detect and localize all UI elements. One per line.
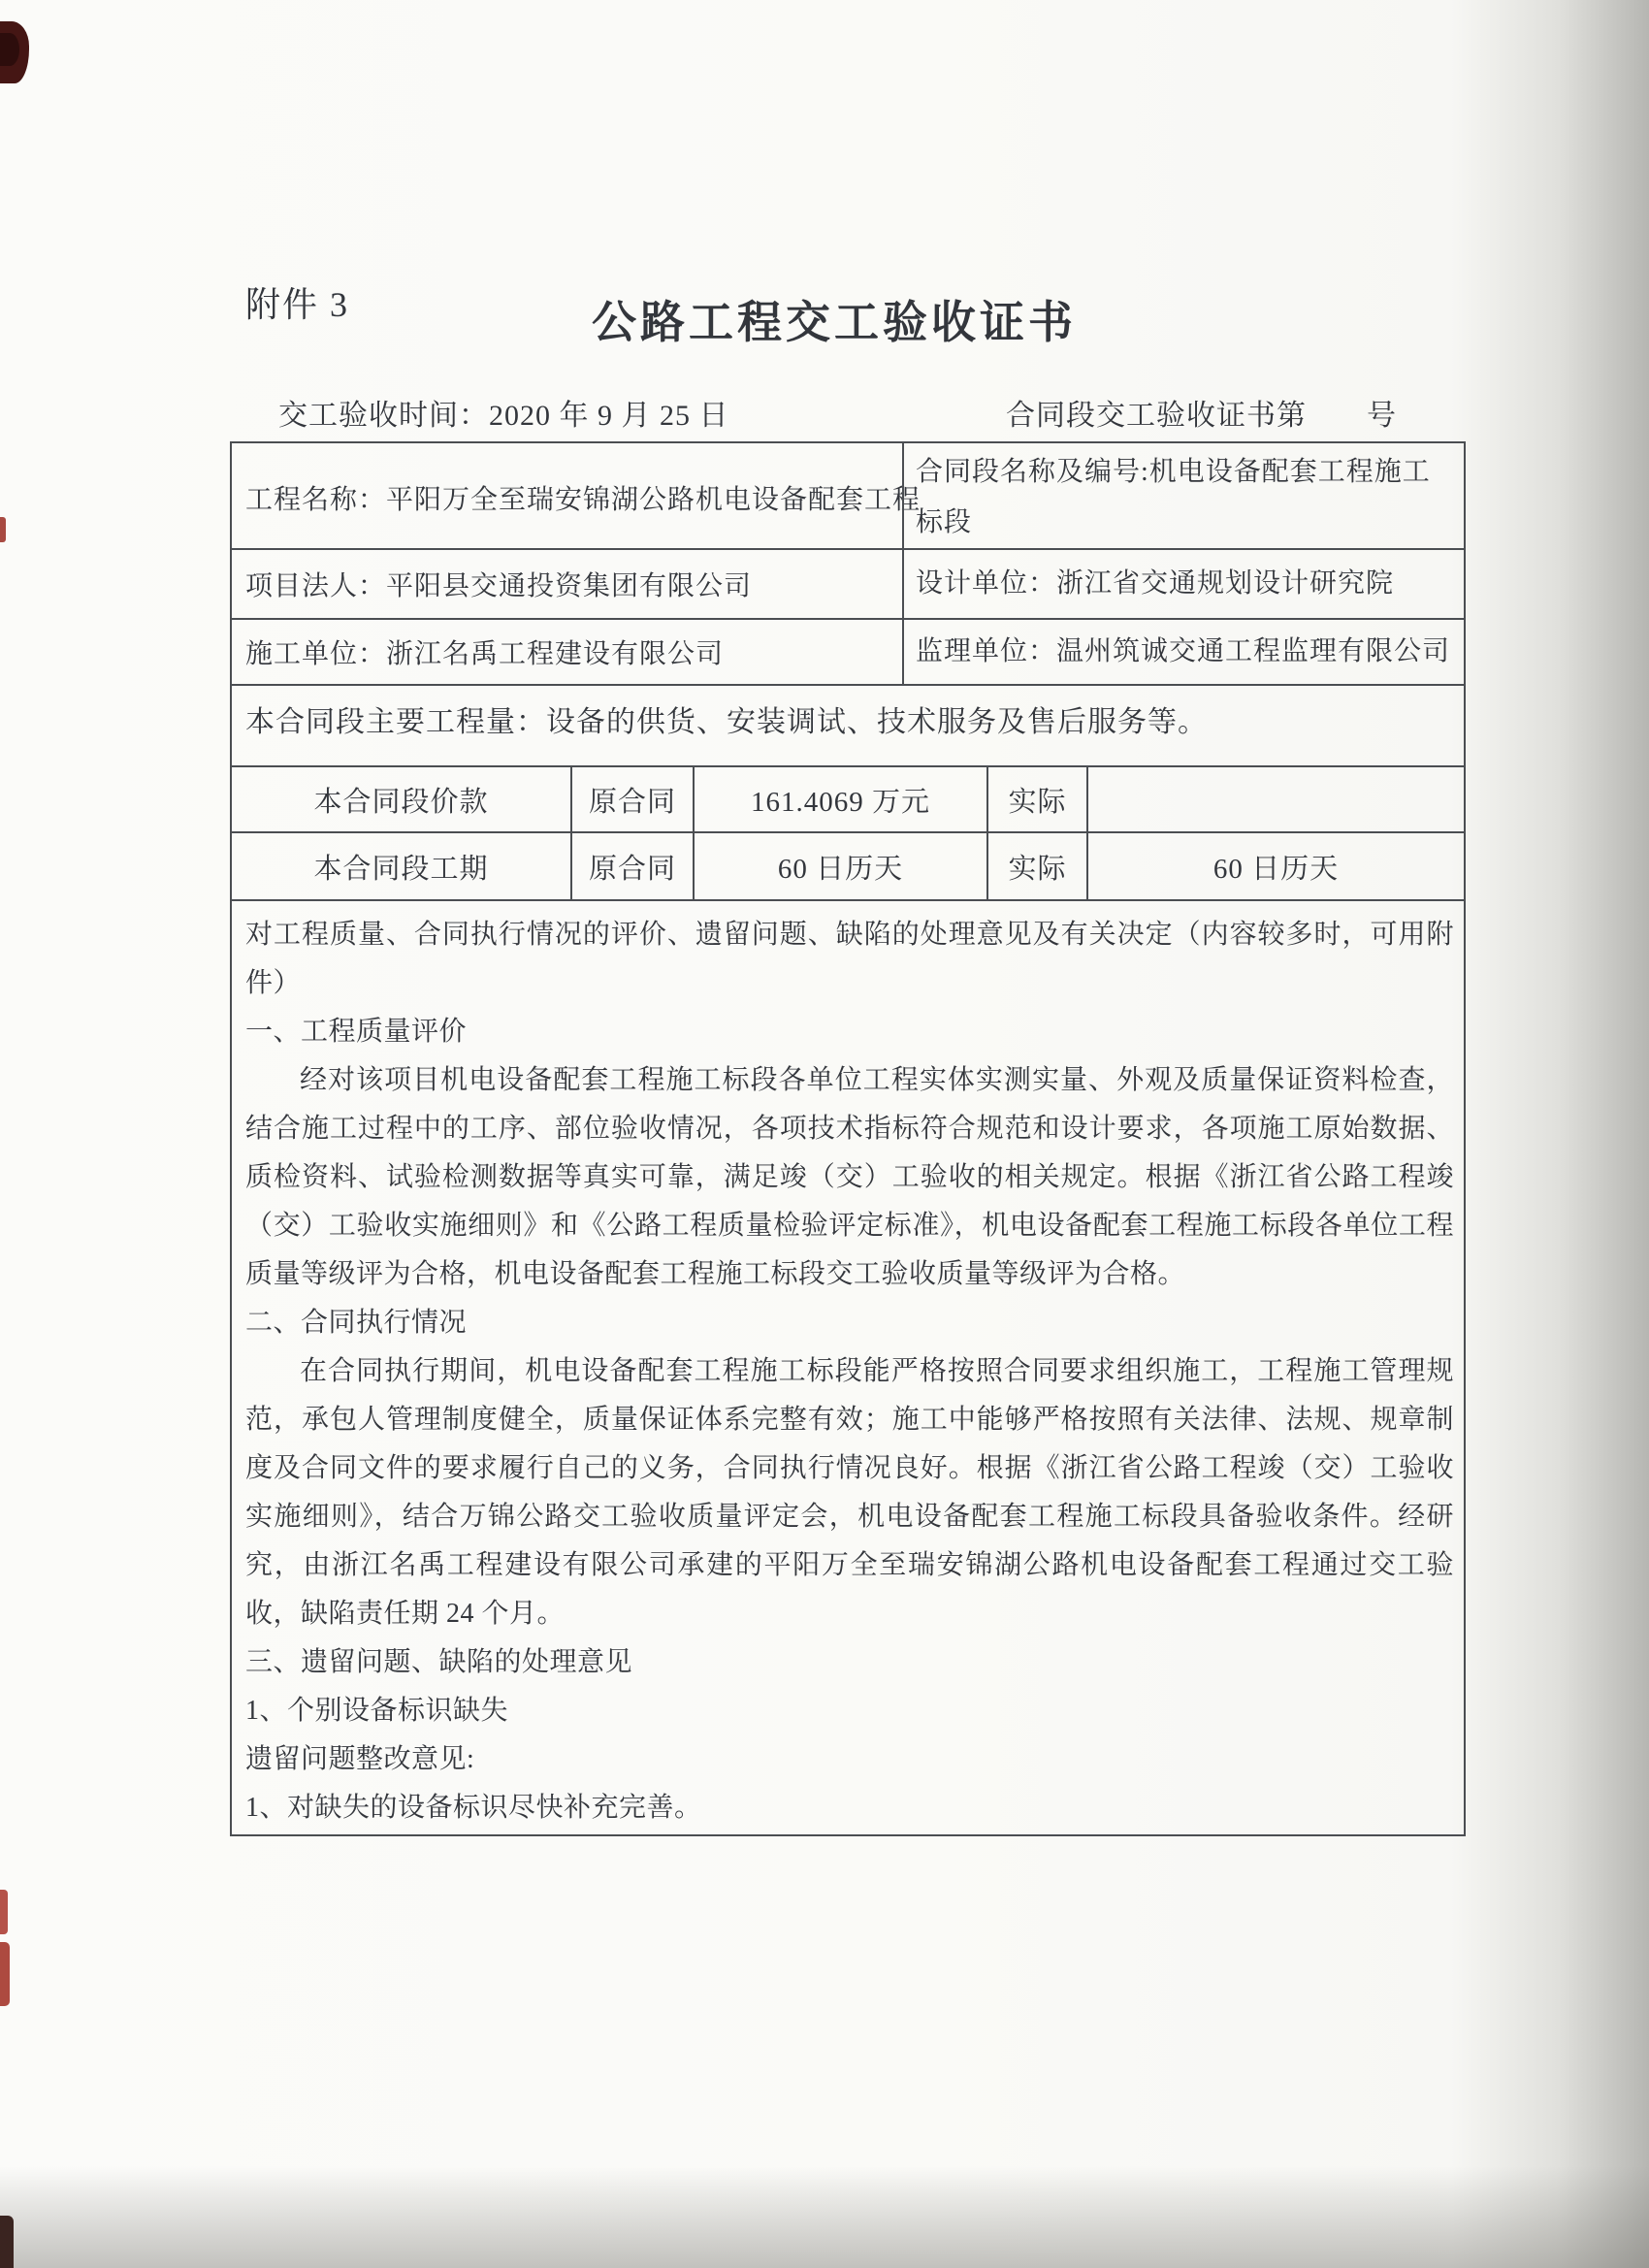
contract-price-original-label: 原合同 (570, 767, 693, 831)
project-name-cell: 工程名称：平阳万全至瑞安锦湖公路机电设备配套工程 (245, 485, 922, 515)
contract-price-actual-value (1086, 767, 1464, 831)
certificate-number: 合同段交工验收证书第 号 (1006, 400, 1397, 432)
contract-duration-actual-label: 实际 (986, 833, 1086, 899)
section3-title: 三、遗留问题、缺陷的处理意见 (245, 1647, 633, 1677)
acceptance-certificate-table (230, 441, 1466, 1836)
scan-stain-top-left-dark (0, 33, 19, 66)
evaluation-intro: 对工程质量、合同执行情况的评价、遗留问题、缺陷的处理意见及有关决定（内容较多时，可用附件） (245, 920, 1454, 998)
document-title: 公路工程交工验收证书 (592, 298, 1077, 347)
contract-price-original-value: 161.4069 万元 (693, 767, 986, 831)
contract-duration-label: 本合同段工期 (313, 853, 489, 885)
rectification-heading: 遗留问题整改意见: (245, 1744, 475, 1774)
table-row-contract-duration (232, 833, 1464, 901)
supervision-unit-cell: 监理单位：温州筑诚交通工程监理有限公司 (902, 620, 1464, 684)
attachment-label: 附件 3 (245, 285, 350, 324)
section2-title: 二、合同执行情况 (245, 1308, 468, 1338)
contract-duration-actual-value: 60 日历天 (1086, 833, 1464, 899)
main-work-scope-cell: 本合同段主要工程量：设备的供货、安装调试、技术服务及售后服务等。 (232, 686, 1464, 767)
rectification-item-1: 1、对缺失的设备标识尽快补充完善。 (245, 1793, 702, 1823)
scan-mark-left-edge-2 (0, 1890, 8, 1934)
project-legal-person-cell: 项目法人：平阳县交通投资集团有限公司 (245, 571, 753, 601)
acceptance-date: 交工验收时间：2020 年 9 月 25 日 (278, 400, 729, 432)
table-row-contract-price (232, 767, 1464, 833)
contract-price-label: 本合同段价款 (313, 786, 489, 818)
section1-title: 一、工程质量评价 (245, 1017, 468, 1047)
design-unit-cell: 设计单位：浙江省交通规划设计研究院 (902, 550, 1464, 618)
scan-stain-bottom-left (0, 2216, 14, 2268)
section1-body: 经对该项目机电设备配套工程施工标段各单位工程实体实测实量、外观及质量保证资料检查，结合施工过程中的工序、部位验收情况，各项技术指标符合规范和设计要求，各项施工原始数据、质检资料、试验检测数据等真实可靠，满足竣（交）工验收的相关规定。根据《浙江省公路工程竣（交）工验收实施细则》和《公路工程质量检验评定标准》，机电设备配套工程施工标段各单位工程质量等级评为合格，机电设备配套工程施工标段交工验收质量等级评为合格。 (245, 1065, 1454, 1289)
table-row-construction-supervision (232, 620, 1464, 686)
contract-section-cell: 合同段名称及编号:机电设备配套工程施工标段 (902, 443, 1464, 552)
contract-duration-original-label: 原合同 (570, 833, 693, 899)
table-row-legal-design (232, 550, 1464, 620)
scan-mark-left-edge-3 (0, 1942, 10, 2006)
contract-duration-original-value: 60 日历天 (693, 833, 986, 899)
construction-unit-cell: 施工单位：浙江名禹工程建设有限公司 (245, 639, 725, 669)
scan-mark-left-edge-1 (0, 517, 6, 542)
evaluation-cell (232, 901, 1464, 1834)
issue-item-1: 1、个别设备标识缺失 (245, 1696, 509, 1726)
table-row-project (232, 443, 1464, 550)
contract-price-actual-label: 实际 (986, 767, 1086, 831)
section2-body: 在合同执行期间，机电设备配套工程施工标段能严格按照合同要求组织施工，工程施工管理规范，承包人管理制度健全，质量保证体系完整有效；施工中能够严格按照有关法律、法规、规章制度及合同文件的要求履行自己的义务，合同执行情况良好。根据《浙江省公路工程竣（交）工验收实施细则》，结合万锦公路交工验收质量评定会，机电设备配套工程施工标段具备验收条件。经研究，由浙江名禹工程建设有限公司承建的平阳万全至瑞安锦湖公路机电设备配套工程通过交工验收，缺陷责任期 24 个月。 (245, 1356, 1454, 1629)
